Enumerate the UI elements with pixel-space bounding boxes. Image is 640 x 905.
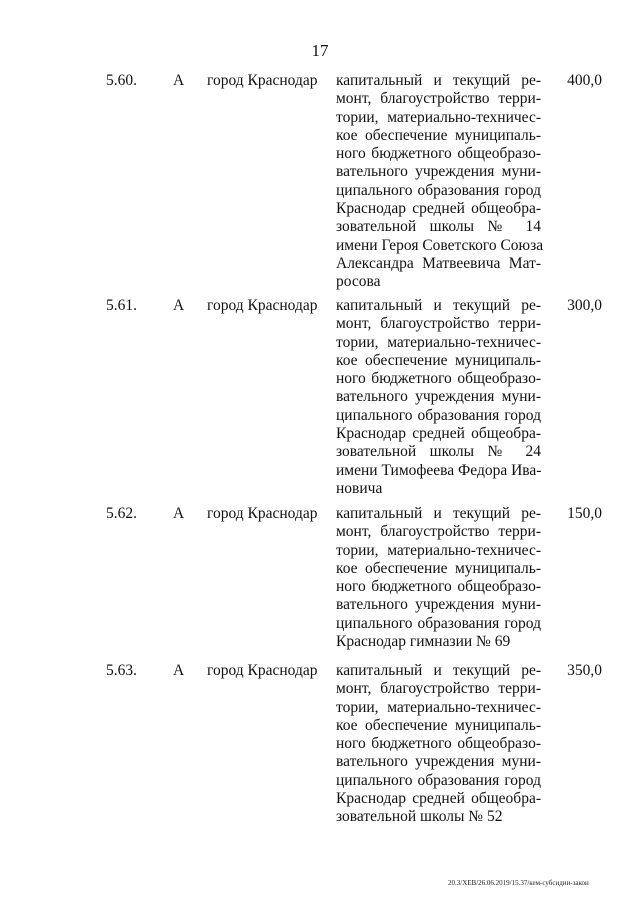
row-municipality: город Краснодар (207, 662, 318, 679)
description-line: тории, материально-техничес- (336, 541, 541, 559)
description-line: ного бюджетного общеобразо- (336, 578, 541, 596)
row-number: 5.61. (106, 297, 137, 314)
row-description (336, 662, 541, 827)
description-line: ципального образования город (336, 614, 541, 632)
description-line: кое обеспечение муниципаль- (336, 351, 541, 369)
description-line: Краснодар средней общеобра- (336, 790, 541, 808)
description-line: Краснодар гимназии № 69 (336, 633, 511, 651)
description-line: ного бюджетного общеобразо- (336, 370, 541, 388)
description-line: Александра Матвеевича Мат- (336, 254, 541, 272)
page-number: 17 (311, 41, 329, 60)
row-number: 5.63. (106, 662, 137, 679)
description-line: ципального образования город (336, 181, 541, 199)
row-amount: 300,0 (567, 297, 602, 314)
description-line: монт, благоустройство терри- (336, 315, 541, 333)
description-line: вательного учреждения муни- (336, 596, 541, 614)
description-line: зовательной школы № 24 (336, 443, 541, 461)
row-category: А (173, 662, 185, 679)
row-category: А (173, 72, 185, 89)
description-line: вательного учреждения муни- (336, 388, 541, 406)
description-line: вательного учреждения муни- (336, 163, 541, 181)
row-municipality: город Краснодар (207, 297, 318, 314)
description-line: капитальный и текущий ре- (336, 297, 541, 314)
description-line: кое обеспечение муниципаль- (336, 559, 541, 577)
row-number: 5.60. (106, 72, 137, 89)
description-line: Краснодар средней общеобра- (336, 200, 541, 218)
description-line: ного бюджетного общеобразо- (336, 145, 541, 163)
description-line: имени Тимофеева Федора Ива- (336, 461, 542, 479)
row-number: 5.62. (106, 505, 137, 522)
description-line: вательного учреждения муни- (336, 753, 541, 771)
description-line: ципального образования город (336, 771, 541, 789)
description-line: капитальный и текущий ре- (336, 505, 541, 522)
description-line: монт, благоустройство терри- (336, 680, 541, 698)
description-line: тории, материально-техничес- (336, 108, 541, 126)
description-line: капитальный и текущий ре- (336, 662, 541, 679)
description-line: ного бюджетного общеобразо- (336, 735, 541, 753)
description-line: зовательной школы № 14 (336, 218, 541, 236)
row-description (336, 72, 544, 292)
row-amount: 150,0 (567, 505, 602, 522)
document-footer-code: 20.3/ХЕВ/26.06.2019/15.37/кем-субсидии-закон (448, 879, 589, 887)
description-line: тории, материально-техничес- (336, 698, 541, 716)
description-line: капитальный и текущий ре- (336, 72, 541, 89)
description-line: тории, материально-техничес- (336, 333, 541, 351)
description-line: новича (336, 479, 383, 497)
row-description (336, 297, 541, 498)
row-municipality: город Краснодар (207, 505, 318, 522)
row-municipality: город Краснодар (207, 72, 318, 89)
row-amount: 400,0 (567, 72, 602, 89)
row-description (336, 505, 541, 651)
description-line: монт, благоустройство терри- (336, 90, 541, 108)
row-category: А (173, 297, 185, 314)
description-line: росова (336, 273, 381, 291)
row-amount: 350,0 (567, 662, 602, 679)
description-line: зовательной школы № 52 (336, 808, 503, 826)
description-line: кое обеспечение муниципаль- (336, 716, 541, 734)
row-category: А (173, 505, 185, 522)
description-line: Краснодар средней общеобра- (336, 425, 541, 443)
description-line: ципального образования город (336, 406, 541, 424)
description-line: монт, благоустройство терри- (336, 523, 541, 541)
description-line: кое обеспечение муниципаль- (336, 126, 541, 144)
description-line: имени Героя Советского Союза (336, 236, 544, 254)
